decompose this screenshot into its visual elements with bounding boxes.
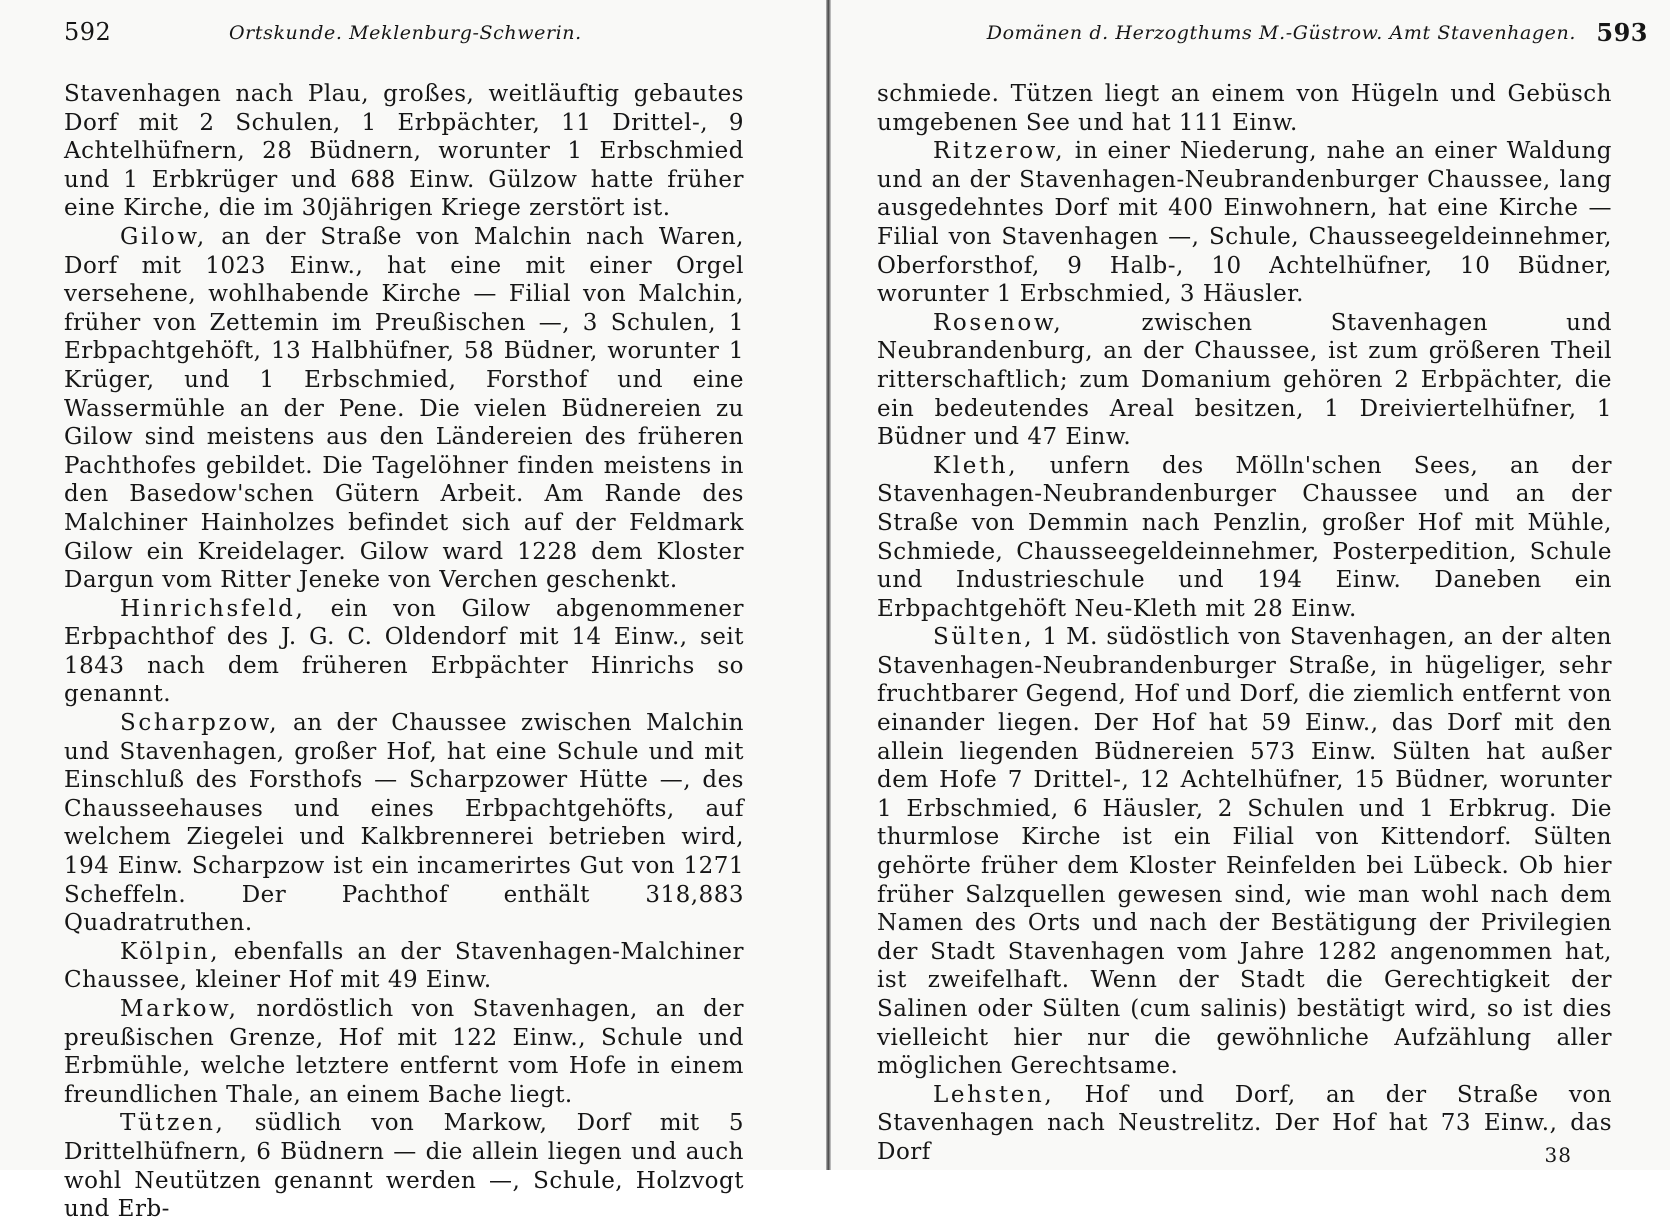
right-page-header [832, 18, 1648, 52]
left-paragraph-6 [64, 1109, 744, 1223]
paragraph-text: ebenfalls an der Stavenhagen-Malchiner Chaussee, kleiner Hof mit 49 Einw. [64, 938, 744, 994]
left-page-number: 592 [64, 18, 112, 46]
paragraph-text: Stavenhagen nach Plau, großes, weitläuftig gebautes Dorf mit 2 Schulen, 1 Erbpächter, 11 Drittel-, 9 Achtelhüfnern, 28 Büdnern, worunter 1 Erbschmied und 1 Erbkrüger und 688 Einw. Gülzow hatte früher eine Kirche, die im 30jährigen Kriege zerstört ist. [64, 81, 744, 222]
paragraph-text: nordöstlich von Stavenhagen, an der preußischen Grenze, Hof mit 122 Einw., Schule und Erbmühle, welche letztere entfernt vom Hofe in einem freundlichen Thale, an einem Bache liegt. [64, 996, 744, 1108]
paragraph-text: ein von Gilow abgenommener Erbpachthof des J. G. C. Oldendorf mit 14 Einw., seit 1843 nach dem früheren Erbpächter Hinrichs so genannt. [64, 595, 744, 708]
left-paragraph-3 [64, 709, 744, 938]
left-page-header [64, 18, 754, 52]
right-paragraph-3 [877, 452, 1612, 624]
entry-keyword: Tützen, [120, 1110, 226, 1137]
right-running-head: Domänen d. Herzogthums M.-Güstrow. Amt Stavenhagen. [986, 22, 1576, 44]
paragraph-text: schmiede. Tützen liegt an einem von Hügeln und Gebüsch umgebenen See und hat 111 Einw. [877, 81, 1612, 136]
entry-keyword: Ritzerow, [933, 138, 1066, 165]
entry-keyword: Hinrichsfeld, [120, 595, 306, 622]
right-paragraph-1 [877, 137, 1612, 309]
left-paragraph-1 [64, 223, 744, 595]
right-page [832, 0, 1670, 1170]
paragraph-text: an der Chaussee zwischen Malchin und Stavenhagen, großer Hof, hat eine Schule und mit Einschluß des Forsthofs — Scharpzower Hütte —, des Chausseehauses und eines Erbpachtgehöfts, auf welchem Ziegelei und Kalkbrennerei betrieben wird, 194 Einw. Scharpzow ist ein incamerirtes Gut von 1271 Scheffeln. Der Pachthof enthält 318,883 Quadratruthen. [64, 710, 744, 937]
paragraph-text: in einer Niederung, nahe an einer Waldung und an der Stavenhagen-Neubrandenburger Chaussee, lang ausgedehntes Dorf mit 400 Einwohnern, hat eine Kirche — Filial von Stavenhagen —, Schule, Chausseegeldeinnehmer, Oberforsthof, 9 Halb-, 10 Achtelhüfner, 10 Büdner, worunter 1 Erbschmied, 3 Häusler. [877, 138, 1612, 308]
entry-keyword: Sülten, [933, 624, 1035, 651]
right-page-text [877, 80, 1612, 1167]
right-paragraph-4 [877, 623, 1612, 1081]
left-paragraph-4 [64, 938, 744, 995]
entry-keyword: Scharpzow, [120, 710, 280, 737]
left-paragraph-5 [64, 995, 744, 1109]
entry-keyword: Kleth, [933, 452, 1019, 479]
paragraph-text: zwischen Stavenhagen und Neubrandenburg, an der Chaussee, ist zum größeren Theil ritterschaftlich; zum Domanium gehören 2 Erbpächter, die ein bedeutendes Areal besitzen, 1 Dreiviertelhüfner, 1 Büdner und 47 Einw. [877, 309, 1612, 451]
left-paragraph-0 [64, 80, 744, 223]
paragraph-text: 1 M. südöstlich von Stavenhagen, an der alten Stavenhagen-Neubrandenburger Straße, in hügeliger, sehr fruchtbarer Gegend, Hof und Dorf, die ziemlich entfernt von einander liegen. Der Hof hat 59 Einw., das Dorf mit den allein liegenden Büdnereien 573 Einw. Sülten hat außer dem Hofe 7 Drittel-, 12 Achtelhüfner, 15 Büdner, worunter 1 Erbschmied, 6 Häusler, 2 Schulen und 1 Erbkrug. Die thurmlose Kirche ist ein Filial von Kittendorf. Sülten gehörte früher dem Kloster Reinfelden bei Lübeck. Ob hier früher Salzquellen gewesen sind, wie man wohl nach dem Namen des Orts und nach der Bestätigung der Privilegien der Stadt Stavenhagen vom Jahre 1282 angenommen hat, ist zweifelhaft. Wenn der Stadt die Gerechtigkeit der Salinen oder Sülten (cum salinis) bestätigt wird, so ist dies vielleicht hier nur die gewöhnliche Aufzählung aller möglichen Gerechtsame. [877, 624, 1612, 1080]
left-page [0, 0, 828, 1223]
paragraph-text: an der Straße von Malchin nach Waren, Dorf mit 1023 Einw., hat eine mit einer Orgel versehene, wohlhabende Kirche — Filial von Malchin, früher von Zettemin im Preußischen —, 3 Schulen, 1 Erbpachtgehöft, 13 Halbhüfner, 58 Büdner, worunter 1 Krüger, und 1 Erbschmied, Forsthof und eine Wassermühle an der Pene. Die vielen Büdnereien zu Gilow sind meistens aus den Ländereien des früheren Pachthofes gebildet. Die Tagelöhner finden meistens in den Basedow'schen Gütern Arbeit. Am Rande des Malchiner Hainholzes befindet sich auf der Feldmark Gilow ein Kreidelager. Gilow ward 1228 dem Kloster Dargun vom Ritter Jeneke von Verchen geschenkt. [64, 223, 744, 594]
entry-keyword: Markow, [120, 996, 239, 1022]
left-paragraph-2 [64, 595, 744, 709]
signature-mark: 38 [1544, 1143, 1572, 1167]
entry-keyword: Rosenow, [933, 309, 1064, 336]
paragraph-text: Hof und Dorf, an der Straße von Stavenhagen nach Neustrelitz. Der Hof hat 73 Einw., das Dorf [877, 1081, 1612, 1165]
right-page-number: 593 [1596, 18, 1648, 47]
book-gutter [826, 0, 831, 1170]
left-running-head: Ortskunde. Meklenburg-Schwerin. [229, 22, 582, 44]
left-page-text [64, 80, 744, 1224]
entry-keyword: Lehsten, [933, 1081, 1055, 1108]
right-paragraph-2 [877, 309, 1612, 452]
paragraph-text: südlich von Markow, Dorf mit 5 Drittelhüfnern, 6 Büdnern — die allein liegen und auch wohl Neutützen genannt werden —, Schule, Holzvogt und Erb- [64, 1110, 744, 1223]
paragraph-text: unfern des Mölln'schen Sees, an der Stavenhagen-Neubrandenburger Chaussee und an der Straße von Demmin nach Penzlin, großer Hof mit Mühle, Schmiede, Chausseegeldeinnehmer, Posterpedition, Schule und Industrieschule und 194 Einw. Daneben ein Erbpachtgehöft Neu-Kleth mit 28 Einw. [877, 452, 1612, 622]
right-paragraph-5 [877, 1081, 1612, 1167]
entry-keyword: Gilow, [120, 223, 207, 250]
entry-keyword: Kölpin, [120, 938, 221, 965]
right-paragraph-0 [877, 80, 1612, 137]
